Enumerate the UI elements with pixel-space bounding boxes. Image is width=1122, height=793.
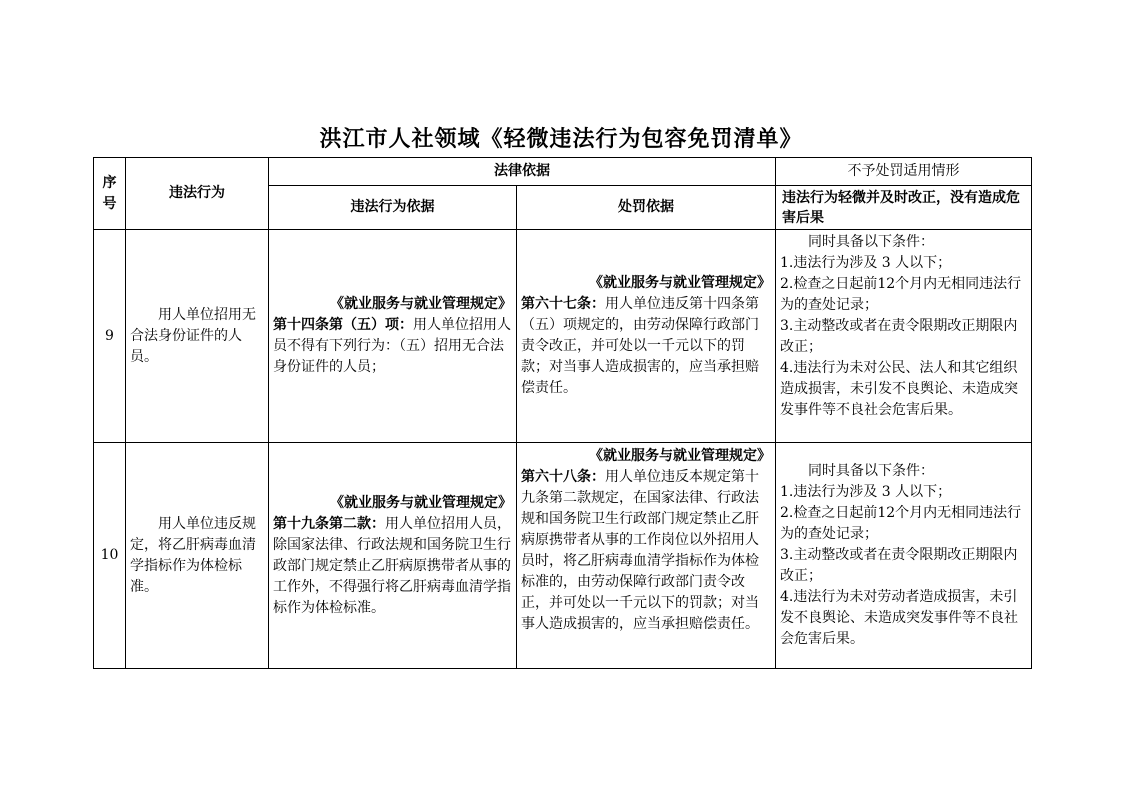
row-seq: 10 <box>94 443 126 669</box>
row-seq: 9 <box>94 230 126 443</box>
violation-text: 用人单位招用人员不得有下列行为：（五）招用无合法身份证件的人员； <box>273 317 511 375</box>
penalty-article: 第六十八条： <box>521 469 605 485</box>
header-row-top <box>94 158 1032 186</box>
penalty-exemption-table <box>93 157 1032 669</box>
condition-item: 4.违法行为未对劳动者造成损害，未引发不良舆论、未造成突发事件等不良社会危害后果。 <box>780 589 1018 647</box>
row-conditions <box>776 230 1032 443</box>
row-violation-basis <box>269 443 517 669</box>
violation-article: 第十九条第二款： <box>273 515 385 532</box>
violation-text: 用人单位招用人员，除国家法律、行政法规和国务院卫生行政部门规定禁止乙肝病原携带者从事的工作外，不得强行将乙肝病毒血清学指标作为体检标准。 <box>273 515 511 616</box>
penalty-article: 第六十七条： <box>521 296 605 312</box>
row-act: 用人单位违反规定，将乙肝病毒血清学指标作为体检标准。 <box>126 443 269 669</box>
conditions-intro: 同时具备以下条件： <box>808 463 934 479</box>
penalty-text: 用人单位违反第十四条第（五）项规定的，由劳动保障行政部门责令改正，并可处以一千元以下的罚款；对当事人造成损害的，应当承担赔偿责任。 <box>521 296 759 396</box>
row-violation-basis <box>269 230 517 443</box>
condition-item: 3.主动整改或者在责令限期改正期限内改正； <box>780 547 1018 584</box>
exemption-sub-header: 违法行为轻微并及时改正，没有造成危害后果 <box>776 186 1032 230</box>
row-penalty-basis <box>517 230 776 443</box>
penalty-text: 用人单位违反本规定第十九条第二款规定，在国家法律、行政法规和国务院卫生行政部门规定禁止乙肝病原携带者从事的工作岗位以外招用人员时，将乙肝病毒血清学指标作为体检标准的，由劳动保障行政部门责令改正，并可处以一千元以下的罚款；对当事人造成损害的，应当承担赔偿责任。 <box>521 469 759 632</box>
penalty-source: 《就业服务与就业管理规定》 <box>589 275 771 291</box>
condition-item: 1.违法行为涉及 3 人以下； <box>780 484 952 500</box>
condition-item: 4.违法行为未对公民、法人和其它组织造成损害，未引发不良舆论、未造成突发事件等不良社会危害后果。 <box>780 360 1018 418</box>
conditions-intro: 同时具备以下条件： <box>808 234 934 250</box>
exemption-header: 不予处罚适用情形 <box>776 158 1032 186</box>
condition-item: 1.违法行为涉及 3 人以下； <box>780 255 952 271</box>
condition-item: 2.检查之日起前12个月内无相同违法行为的查处记录； <box>780 276 1022 313</box>
violation-article: 第十四条第（五）项： <box>273 317 413 333</box>
table-row <box>94 443 1032 669</box>
violation-basis-header: 违法行为依据 <box>269 186 517 230</box>
seq-header: 序号 <box>94 158 126 230</box>
violation-source: 《就业服务与就业管理规定》 <box>330 296 512 312</box>
row-conditions <box>776 443 1032 669</box>
violation-source: 《就业服务与就业管理规定》 <box>330 494 512 511</box>
row-penalty-basis <box>517 443 776 669</box>
table-row <box>94 230 1032 443</box>
page-title: 洪江市人社领域《轻微违法行为包容免罚清单》 <box>319 127 803 152</box>
condition-item: 3.主动整改或者在责令限期改正期限内改正； <box>780 318 1018 355</box>
act-header: 违法行为 <box>126 158 269 230</box>
row-act: 用人单位招用无合法身份证件的人员。 <box>126 230 269 443</box>
penalty-source: 《就业服务与就业管理规定》 <box>589 448 771 464</box>
penalty-basis-header: 处罚依据 <box>517 186 776 230</box>
condition-item: 2.检查之日起前12个月内无相同违法行为的查处记录； <box>780 505 1022 542</box>
legal-basis-header: 法律依据 <box>269 158 776 186</box>
